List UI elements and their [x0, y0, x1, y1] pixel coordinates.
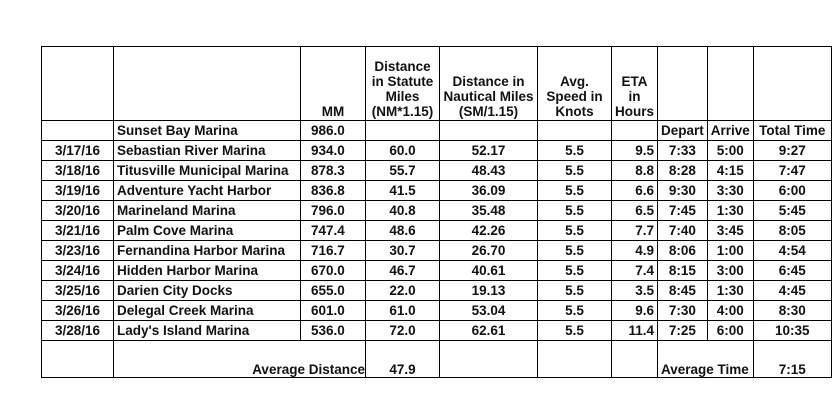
footer-empty-4 [612, 341, 658, 378]
cell-mm: 536.0 [301, 321, 366, 341]
cell-marina: Sunset Bay Marina [114, 121, 301, 141]
header-eta: ETA in Hours [612, 47, 658, 121]
cell-speed: 5.5 [538, 261, 612, 281]
cell-arrive: 1:30 [707, 201, 753, 221]
cell-depart: 7:40 [658, 221, 708, 241]
cell-eta: 7.4 [612, 261, 658, 281]
table-row [42, 301, 832, 321]
cell-date: 3/19/16 [42, 181, 114, 201]
cell-eta: 6.5 [612, 201, 658, 221]
average-time-label: Average Time [658, 341, 754, 378]
cell-speed [538, 121, 612, 141]
cell-arrive: 4:00 [707, 301, 753, 321]
cell-nautical: 19.13 [440, 281, 538, 301]
cell-total: 7:47 [753, 161, 831, 181]
footer-row [42, 341, 832, 378]
cell-nautical: 53.04 [440, 301, 538, 321]
table-row [42, 161, 832, 181]
table-row [42, 261, 832, 281]
cell-date: 3/23/16 [42, 241, 114, 261]
cell-mm: 716.7 [301, 241, 366, 261]
cell-speed: 5.5 [538, 201, 612, 221]
cell-arrive: 3:30 [707, 181, 753, 201]
cell-nautical: 48.43 [440, 161, 538, 181]
cell-total: Total Time [753, 121, 831, 141]
cell-date: 3/21/16 [42, 221, 114, 241]
cell-speed: 5.5 [538, 181, 612, 201]
cell-eta: 4.9 [612, 241, 658, 261]
cell-marina: Hidden Harbor Marina [114, 261, 301, 281]
header-avg-speed: Avg. Speed in Knots [538, 47, 612, 121]
average-time-value: 7:15 [753, 341, 831, 378]
cell-depart: 7:45 [658, 201, 708, 221]
cell-nautical [440, 121, 538, 141]
cell-nautical: 26.70 [440, 241, 538, 261]
table-row [42, 321, 832, 341]
table-row [42, 141, 832, 161]
header-statute-miles: Distance in Statute Miles (NM*1.15) [366, 47, 440, 121]
table-row [42, 281, 832, 301]
cell-mm: 747.4 [301, 221, 366, 241]
cell-total: 5:45 [753, 201, 831, 221]
cell-date: 3/25/16 [42, 281, 114, 301]
cell-date: 3/20/16 [42, 201, 114, 221]
cell-date [42, 121, 114, 141]
cell-arrive: 1:30 [707, 281, 753, 301]
cell-speed: 5.5 [538, 321, 612, 341]
cell-speed: 5.5 [538, 281, 612, 301]
cell-nautical: 36.09 [440, 181, 538, 201]
cell-statute: 41.5 [366, 181, 440, 201]
cell-total: 8:30 [753, 301, 831, 321]
cell-depart: 8:28 [658, 161, 708, 181]
cell-date: 3/28/16 [42, 321, 114, 341]
cell-nautical: 52.17 [440, 141, 538, 161]
cell-total: 6:00 [753, 181, 831, 201]
cell-speed: 5.5 [538, 161, 612, 181]
cell-total: 4:45 [753, 281, 831, 301]
cell-arrive: 6:00 [707, 321, 753, 341]
cell-eta: 9.5 [612, 141, 658, 161]
cell-mm: 986.0 [301, 121, 366, 141]
cell-depart: 9:30 [658, 181, 708, 201]
header-marina [114, 47, 301, 121]
cell-speed: 5.5 [538, 301, 612, 321]
cell-eta: 9.6 [612, 301, 658, 321]
cell-eta: 3.5 [612, 281, 658, 301]
cell-mm: 836.8 [301, 181, 366, 201]
table-row [42, 121, 832, 141]
cell-statute [366, 121, 440, 141]
header-total [753, 47, 831, 121]
cell-total: 8:05 [753, 221, 831, 241]
cell-marina: Adventure Yacht Harbor [114, 181, 301, 201]
cell-nautical: 42.26 [440, 221, 538, 241]
cell-nautical: 40.61 [440, 261, 538, 281]
cell-mm: 601.0 [301, 301, 366, 321]
cell-marina: Delegal Creek Marina [114, 301, 301, 321]
cell-arrive: 4:15 [707, 161, 753, 181]
table-row [42, 181, 832, 201]
cell-marina: Palm Cove Marina [114, 221, 301, 241]
cell-statute: 40.8 [366, 201, 440, 221]
header-date [42, 47, 114, 121]
cell-nautical: 35.48 [440, 201, 538, 221]
cell-depart: 7:33 [658, 141, 708, 161]
header-depart [658, 47, 708, 121]
cell-statute: 30.7 [366, 241, 440, 261]
average-distance-label: Average Distance [114, 341, 366, 378]
cell-eta: 8.8 [612, 161, 658, 181]
cell-marina: Titusville Municipal Marina [114, 161, 301, 181]
cell-depart: 8:06 [658, 241, 708, 261]
cell-eta: 6.6 [612, 181, 658, 201]
cell-marina: Lady's Island Marina [114, 321, 301, 341]
footer-empty-2 [440, 341, 538, 378]
cell-depart: 8:15 [658, 261, 708, 281]
trip-table [41, 46, 832, 378]
cell-mm: 796.0 [301, 201, 366, 221]
cell-statute: 46.7 [366, 261, 440, 281]
cell-arrive: 5:00 [707, 141, 753, 161]
cell-depart: Depart [658, 121, 708, 141]
cell-total: 4:54 [753, 241, 831, 261]
footer-empty-1 [42, 341, 114, 378]
cell-speed: 5.5 [538, 221, 612, 241]
cell-depart: 8:45 [658, 281, 708, 301]
cell-marina: Marineland Marina [114, 201, 301, 221]
cell-statute: 61.0 [366, 301, 440, 321]
cell-total: 9:27 [753, 141, 831, 161]
cell-marina: Sebastian River Marina [114, 141, 301, 161]
cell-date: 3/17/16 [42, 141, 114, 161]
header-mm: MM [301, 47, 366, 121]
cell-marina: Darien City Docks [114, 281, 301, 301]
header-arrive [707, 47, 753, 121]
cell-statute: 72.0 [366, 321, 440, 341]
cell-speed: 5.5 [538, 141, 612, 161]
cell-date: 3/24/16 [42, 261, 114, 281]
table-row [42, 221, 832, 241]
cell-arrive: Arrive [707, 121, 753, 141]
cell-depart: 7:30 [658, 301, 708, 321]
cell-depart: 7:25 [658, 321, 708, 341]
average-distance-value: 47.9 [366, 341, 440, 378]
cell-arrive: 3:45 [707, 221, 753, 241]
cell-total: 6:45 [753, 261, 831, 281]
cell-date: 3/26/16 [42, 301, 114, 321]
cell-total: 10:35 [753, 321, 831, 341]
cell-mm: 655.0 [301, 281, 366, 301]
cell-arrive: 1:00 [707, 241, 753, 261]
cell-speed: 5.5 [538, 241, 612, 261]
cell-marina: Fernandina Harbor Marina [114, 241, 301, 261]
table-row [42, 241, 832, 261]
cell-statute: 22.0 [366, 281, 440, 301]
cell-eta: 7.7 [612, 221, 658, 241]
cell-arrive: 3:00 [707, 261, 753, 281]
cell-statute: 55.7 [366, 161, 440, 181]
header-nautical-miles: Distance in Nautical Miles (SM/1.15) [440, 47, 538, 121]
cell-eta [612, 121, 658, 141]
footer-empty-3 [538, 341, 612, 378]
cell-mm: 670.0 [301, 261, 366, 281]
cell-date: 3/18/16 [42, 161, 114, 181]
cell-eta: 11.4 [612, 321, 658, 341]
cell-mm: 878.3 [301, 161, 366, 181]
cell-nautical: 62.61 [440, 321, 538, 341]
cell-statute: 60.0 [366, 141, 440, 161]
cell-mm: 934.0 [301, 141, 366, 161]
cell-statute: 48.6 [366, 221, 440, 241]
table-row [42, 201, 832, 221]
header-row [42, 47, 832, 121]
